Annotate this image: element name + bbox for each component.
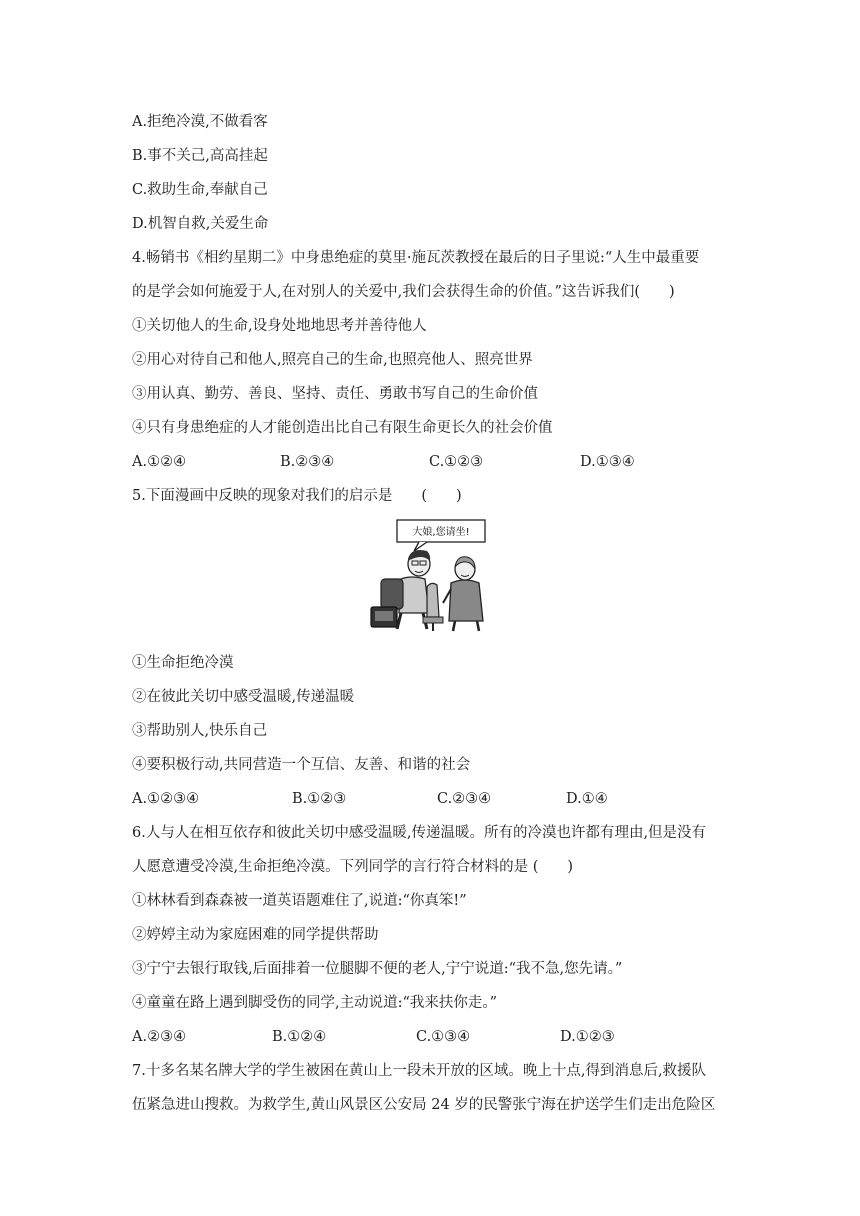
q5-option-d: D.①④ bbox=[566, 791, 608, 807]
q6-stem-line2: 人愿意遭受冷漠,生命拒绝冷漠。下列同学的言行符合材料的是 ( ) bbox=[132, 859, 574, 875]
q6-option-c: C.①③④ bbox=[416, 1029, 471, 1045]
q6-item-2: ②婷婷主动为家庭困难的同学提供帮助 bbox=[132, 927, 379, 943]
q6-option-b: B.①②④ bbox=[272, 1029, 327, 1045]
q5-option-a: A.①②③④ bbox=[132, 791, 200, 807]
q3-option-a: A.拒绝冷漠,不做看客 bbox=[132, 114, 268, 130]
q5-item-4: ④要积极行动,共同营造一个互信、友善、和谐的社会 bbox=[132, 757, 471, 773]
q5-option-b: B.①②③ bbox=[292, 791, 347, 807]
comic-bubble-text: 大娘,您请坐! bbox=[412, 527, 470, 538]
q4-item-3: ③用认真、勤劳、善良、坚持、责任、勇敢书写自己的生命价值 bbox=[132, 386, 538, 402]
q5-item-1: ①生命拒绝冷漠 bbox=[132, 655, 234, 671]
q3-option-d: D.机智自救,关爱生命 bbox=[132, 216, 269, 232]
comic-illustration bbox=[367, 517, 491, 633]
q4-item-2: ②用心对待自己和他人,照亮自己的生命,也照亮他人、照亮世界 bbox=[132, 352, 533, 368]
q5-item-3: ③帮助别人,快乐自己 bbox=[132, 723, 268, 739]
q5-item-2: ②在彼此关切中感受温暖,传递温暖 bbox=[132, 689, 355, 705]
q5-option-c: C.②③④ bbox=[437, 791, 492, 807]
q6-item-3: ③宁宁去银行取钱,后面排着一位腿脚不便的老人,宁宁说道:“我不急,您先请。” bbox=[132, 961, 623, 977]
q4-option-d: D.①③④ bbox=[580, 454, 635, 470]
q6-stem-line1: 6.人与人在相互依存和彼此关切中感受温暖,传递温暖。所有的冷漠也许都有理由,但是没有 bbox=[132, 825, 707, 841]
q4-item-1: ①关切他人的生命,设身处地地思考并善待他人 bbox=[132, 318, 427, 334]
q3-option-b: B.事不关己,高高挂起 bbox=[132, 148, 268, 164]
q3-option-c: C.救助生命,奉献自己 bbox=[132, 182, 268, 198]
q4-option-a: A.①②④ bbox=[132, 454, 187, 470]
q7-stem-line1: 7.十多名某名牌大学的学生被困在黄山上一段未开放的区域。晚上十点,得到消息后,救援队 bbox=[132, 1063, 707, 1079]
q4-option-c: C.①②③ bbox=[429, 454, 484, 470]
q4-item-4: ④只有身患绝症的人才能创造出比自己有限生命更长久的社会价值 bbox=[132, 420, 553, 436]
q6-item-4: ④童童在路上遇到脚受伤的同学,主动说道:“我来扶你走。” bbox=[132, 995, 498, 1011]
q4-stem-line2: 的是学会如何施爱于人,在对别人的关爱中,我们会获得生命的价值。”这告诉我们( ) bbox=[132, 284, 675, 300]
q6-option-a: A.②③④ bbox=[132, 1029, 187, 1045]
q5-stem: 5.下面漫画中反映的现象对我们的启示是 ( ) bbox=[132, 488, 462, 504]
q6-option-d: D.①②③ bbox=[560, 1029, 615, 1045]
q4-stem-line1: 4.畅销书《相约星期二》中身患绝症的莫里·施瓦茨教授在最后的日子里说:“人生中最重要 bbox=[132, 250, 700, 266]
q7-stem-line2: 伍紧急进山搜救。为救学生,黄山风景区公安局 24 岁的民警张宁海在护送学生们走出危险区 bbox=[132, 1097, 716, 1113]
q6-item-1: ①林林看到森森被一道英语题难住了,说道:“你真笨!” bbox=[132, 893, 467, 909]
q4-option-b: B.②③④ bbox=[280, 454, 335, 470]
